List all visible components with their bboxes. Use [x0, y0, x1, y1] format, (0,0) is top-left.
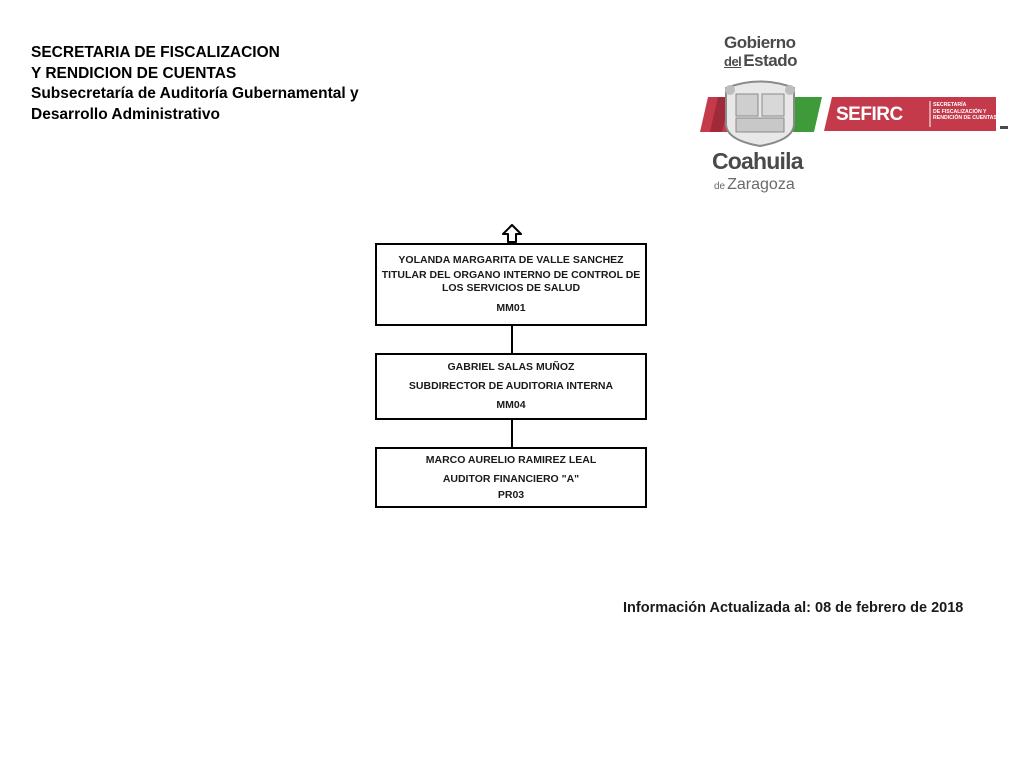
org-node-titular[interactable] — [375, 243, 647, 326]
government-logo — [690, 30, 1010, 200]
header-line-1: SECRETARIA DE FISCALIZACION — [31, 44, 280, 61]
node-title-line-1: TITULAR DEL ORGANO INTERNO DE CONTROL DE — [381, 269, 641, 281]
node-name: GABRIEL SALAS MUÑOZ — [447, 361, 575, 373]
agency-header — [31, 43, 359, 125]
zaragoza-wordmark — [714, 176, 795, 194]
connector-line — [511, 326, 513, 353]
sefirc-subtitle — [933, 102, 997, 122]
last-updated-text: Información Actualizada al: 08 de febrero de 2018 — [623, 600, 964, 616]
node-title-line-2: LOS SERVICIOS DE SALUD — [441, 282, 581, 294]
sefirc-subtitle-line-3: RENDICIÓN DE CUENTAS — [933, 115, 997, 122]
node-code: MM04 — [496, 399, 526, 411]
zaragoza-text: Zaragoza — [727, 176, 795, 193]
node-title: SUBDIRECTOR DE AUDITORIA INTERNA — [408, 380, 614, 392]
node-title: AUDITOR FINANCIERO "A" — [442, 473, 580, 485]
del-text: del — [724, 54, 742, 69]
coahuila-text: Coahuila — [712, 148, 803, 174]
org-node-auditor[interactable] — [375, 447, 647, 508]
node-name: MARCO AURELIO RAMIREZ LEAL — [425, 454, 597, 466]
header-line-4: Desarrollo Administrativo — [31, 105, 220, 123]
sefirc-subtitle-line-1: SECRETARÍA — [933, 102, 967, 108]
connector-line — [511, 420, 513, 447]
node-code: PR03 — [497, 489, 525, 501]
org-node-subdirector[interactable] — [375, 353, 647, 420]
gobierno-text: Gobierno — [724, 33, 796, 52]
sefirc-subtitle-line-2: DE FISCALIZACIÓN Y — [933, 108, 987, 115]
header-line-3: Subsecretaría de Auditoría Gubernamental y — [31, 85, 359, 102]
sefirc-label: SEFIRC — [836, 104, 903, 125]
logo-dash — [1000, 126, 1008, 129]
coat-of-arms-icon — [725, 82, 795, 147]
estado-text: Estado — [743, 51, 797, 70]
header-line-2: Y RENDICION DE CUENTAS — [31, 64, 237, 82]
de-text: de — [714, 181, 726, 192]
node-code: MM01 — [496, 302, 526, 314]
node-name: YOLANDA MARGARITA DE VALLE SANCHEZ — [398, 254, 624, 266]
up-arrow-icon[interactable] — [501, 224, 523, 244]
